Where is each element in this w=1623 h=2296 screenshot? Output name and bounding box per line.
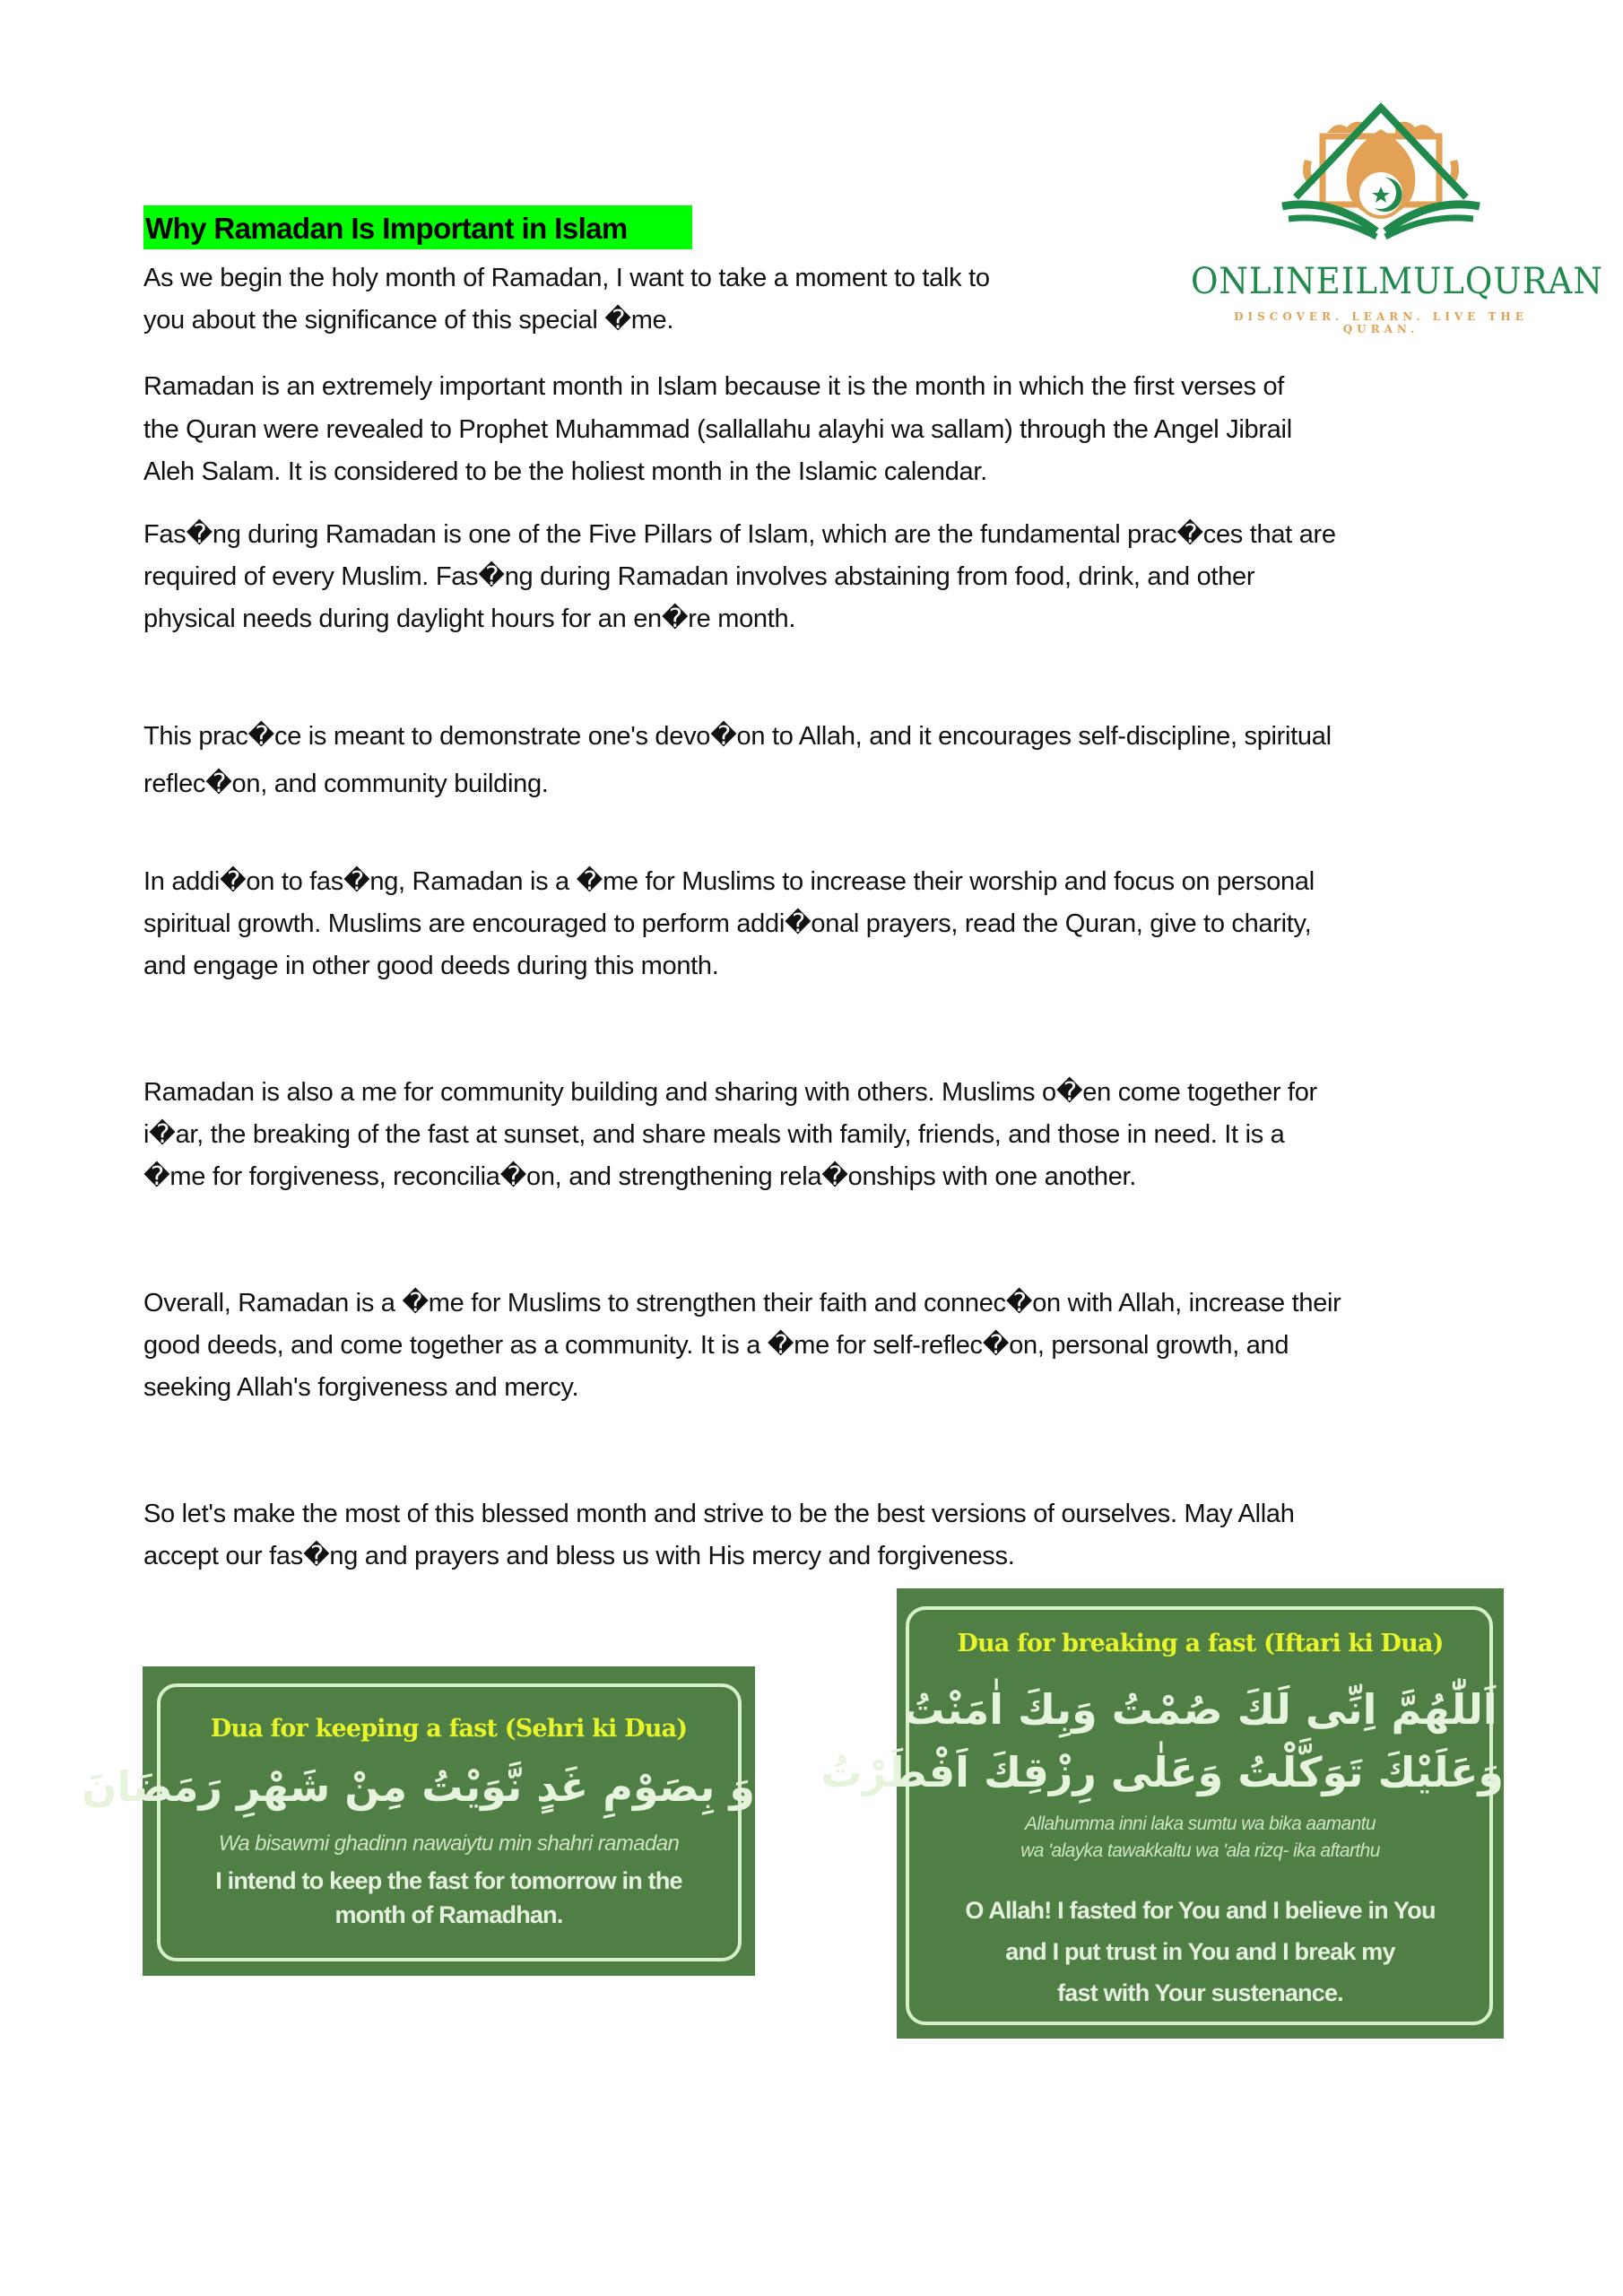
paragraph-closing <box>143 1493 1295 1578</box>
paragraph-intro <box>143 257 990 342</box>
text-line: So let's make the most of this blessed month and strive to be the best versions of ourselves. May Allah <box>143 1500 1295 1528</box>
text-line: seeking Allah's forgiveness and mercy. <box>143 1373 579 1402</box>
translation-line: and I put trust in You and I break my <box>1005 1938 1395 1965</box>
text-line: Overall, Ramadan is a �me for Muslims to strengthen their faith and connec�on with Allah, increase their <box>143 1289 1341 1318</box>
translation-line: month of Ramadhan. <box>334 1901 563 1928</box>
text-line: �me for forgiveness, reconcilia�on, and strengthening rela�onships with one another. <box>143 1162 1137 1191</box>
mosque-book-emblem-icon <box>1278 97 1484 240</box>
paragraph-worship <box>143 861 1315 987</box>
transliteration <box>143 1831 755 1857</box>
page-title-text: Why Ramadan Is Important in Islam <box>145 212 628 245</box>
transliteration <box>897 1811 1504 1865</box>
paragraph-community <box>143 1072 1317 1198</box>
paragraph-devotion <box>143 713 1332 808</box>
translation <box>897 1890 1504 2013</box>
text-line: Ramadan is an extremely important month in Islam because it is the month in which the first verses of <box>143 372 1285 401</box>
transliteration-line: Wa bisawmi ghadinn nawaiytu min shahri ramadan <box>218 1831 680 1856</box>
iftar-dua-card <box>820 1588 1504 2039</box>
text-line: the Quran were revealed to Prophet Muhammad (sallallahu alayhi wa sallam) through the Angel Jibrail <box>143 415 1292 444</box>
text-line: Fas�ng during Ramadan is one of the Five Pillars of Islam, which are the fundamental prac�ces that are <box>143 520 1336 549</box>
paragraph-fasting-pillar <box>143 514 1336 640</box>
text-line: As we begin the holy month of Ramadan, I want to take a moment to talk to <box>143 264 990 292</box>
text-line: accept our fas�ng and prayers and bless us with His mercy and forgiveness. <box>143 1542 1015 1570</box>
text-line: spiritual growth. Muslims are encouraged to perform addi�onal prayers, read the Quran, give to charity, <box>143 909 1312 938</box>
brand-tagline: DISCOVER. LEARN. LIVE THE QURAN. <box>1234 310 1528 335</box>
translation-line: fast with Your sustenance. <box>1057 1979 1343 2006</box>
arabic-line: اَللّٰهُمَّ اِنِّى لَكَ صُمْتُ وَبِكَ اٰمَنْتُ <box>903 1685 1497 1734</box>
text-line: i�ar, the breaking of the fast at sunset, and share meals with family, friends, and those in need. It is a <box>143 1120 1285 1149</box>
page-title <box>143 205 692 249</box>
text-line: and engage in other good deeds during this month. <box>143 952 719 980</box>
text-line: required of every Muslim. Fas�ng during Ramadan involves abstaining from food, drink, and other <box>143 562 1255 591</box>
text-line: Aleh Salam. It is considered to be the holiest month in the Islamic calendar. <box>143 457 987 486</box>
brand-name: ONLINEILMULQURAN <box>1190 261 1603 302</box>
transliteration-line: Allahumma inni laka sumtu wa bika aamantu <box>1025 1813 1376 1834</box>
arabic-text <box>82 1760 755 1813</box>
text-line: Ramadan is also a me for community building and sharing with others. Muslims o�en come together for <box>143 1078 1317 1107</box>
text-line: you about the significance of this special �me. <box>143 306 674 335</box>
brand-logo <box>1166 97 1603 335</box>
translation-line: I intend to keep the fast for tomorrow in the <box>215 1867 682 1894</box>
text-line: This prac�ce is meant to demonstrate one's devo�on to Allah, and it encourages self-discipline, spiritual <box>143 722 1332 751</box>
sehri-dua-card <box>82 1666 755 1976</box>
paragraph-overall <box>143 1283 1341 1409</box>
card-title: Dua for breaking a fast (Iftari ki Dua) <box>957 1630 1444 1657</box>
arabic-text <box>820 1678 1504 1804</box>
card-title: Dua for keeping a fast (Sehri ki Dua) <box>210 1715 688 1743</box>
transliteration-line: wa 'alayka tawakkaltu wa 'ala rizq- ika aftarthu <box>1020 1840 1380 1861</box>
arabic-line: وَ بِصَوْمِ غَدٍ نَّوَيْتُ مِنْ شَهْرِ رَمَضَانَ <box>82 1762 755 1811</box>
text-line: good deeds, and come together as a community. It is a �me for self-reflec�on, personal growth, and <box>143 1331 1289 1360</box>
text-line: In addi�on to fas�ng, Ramadan is a �me for Muslims to increase their worship and focus on personal <box>143 867 1315 896</box>
text-line: physical needs during daylight hours for an en�re month. <box>143 604 796 633</box>
translation-line: O Allah! I fasted for You and I believe in You <box>965 1897 1436 1924</box>
text-line: reflec�on, and community building. <box>143 770 549 798</box>
translation <box>143 1864 755 1932</box>
arabic-line: وَعَلَيْكَ تَوَكَّلْتُ وَعَلٰى رِزْقِكَ اَفْطَرْتُ <box>820 1748 1504 1796</box>
paragraph-significance <box>143 363 1292 493</box>
